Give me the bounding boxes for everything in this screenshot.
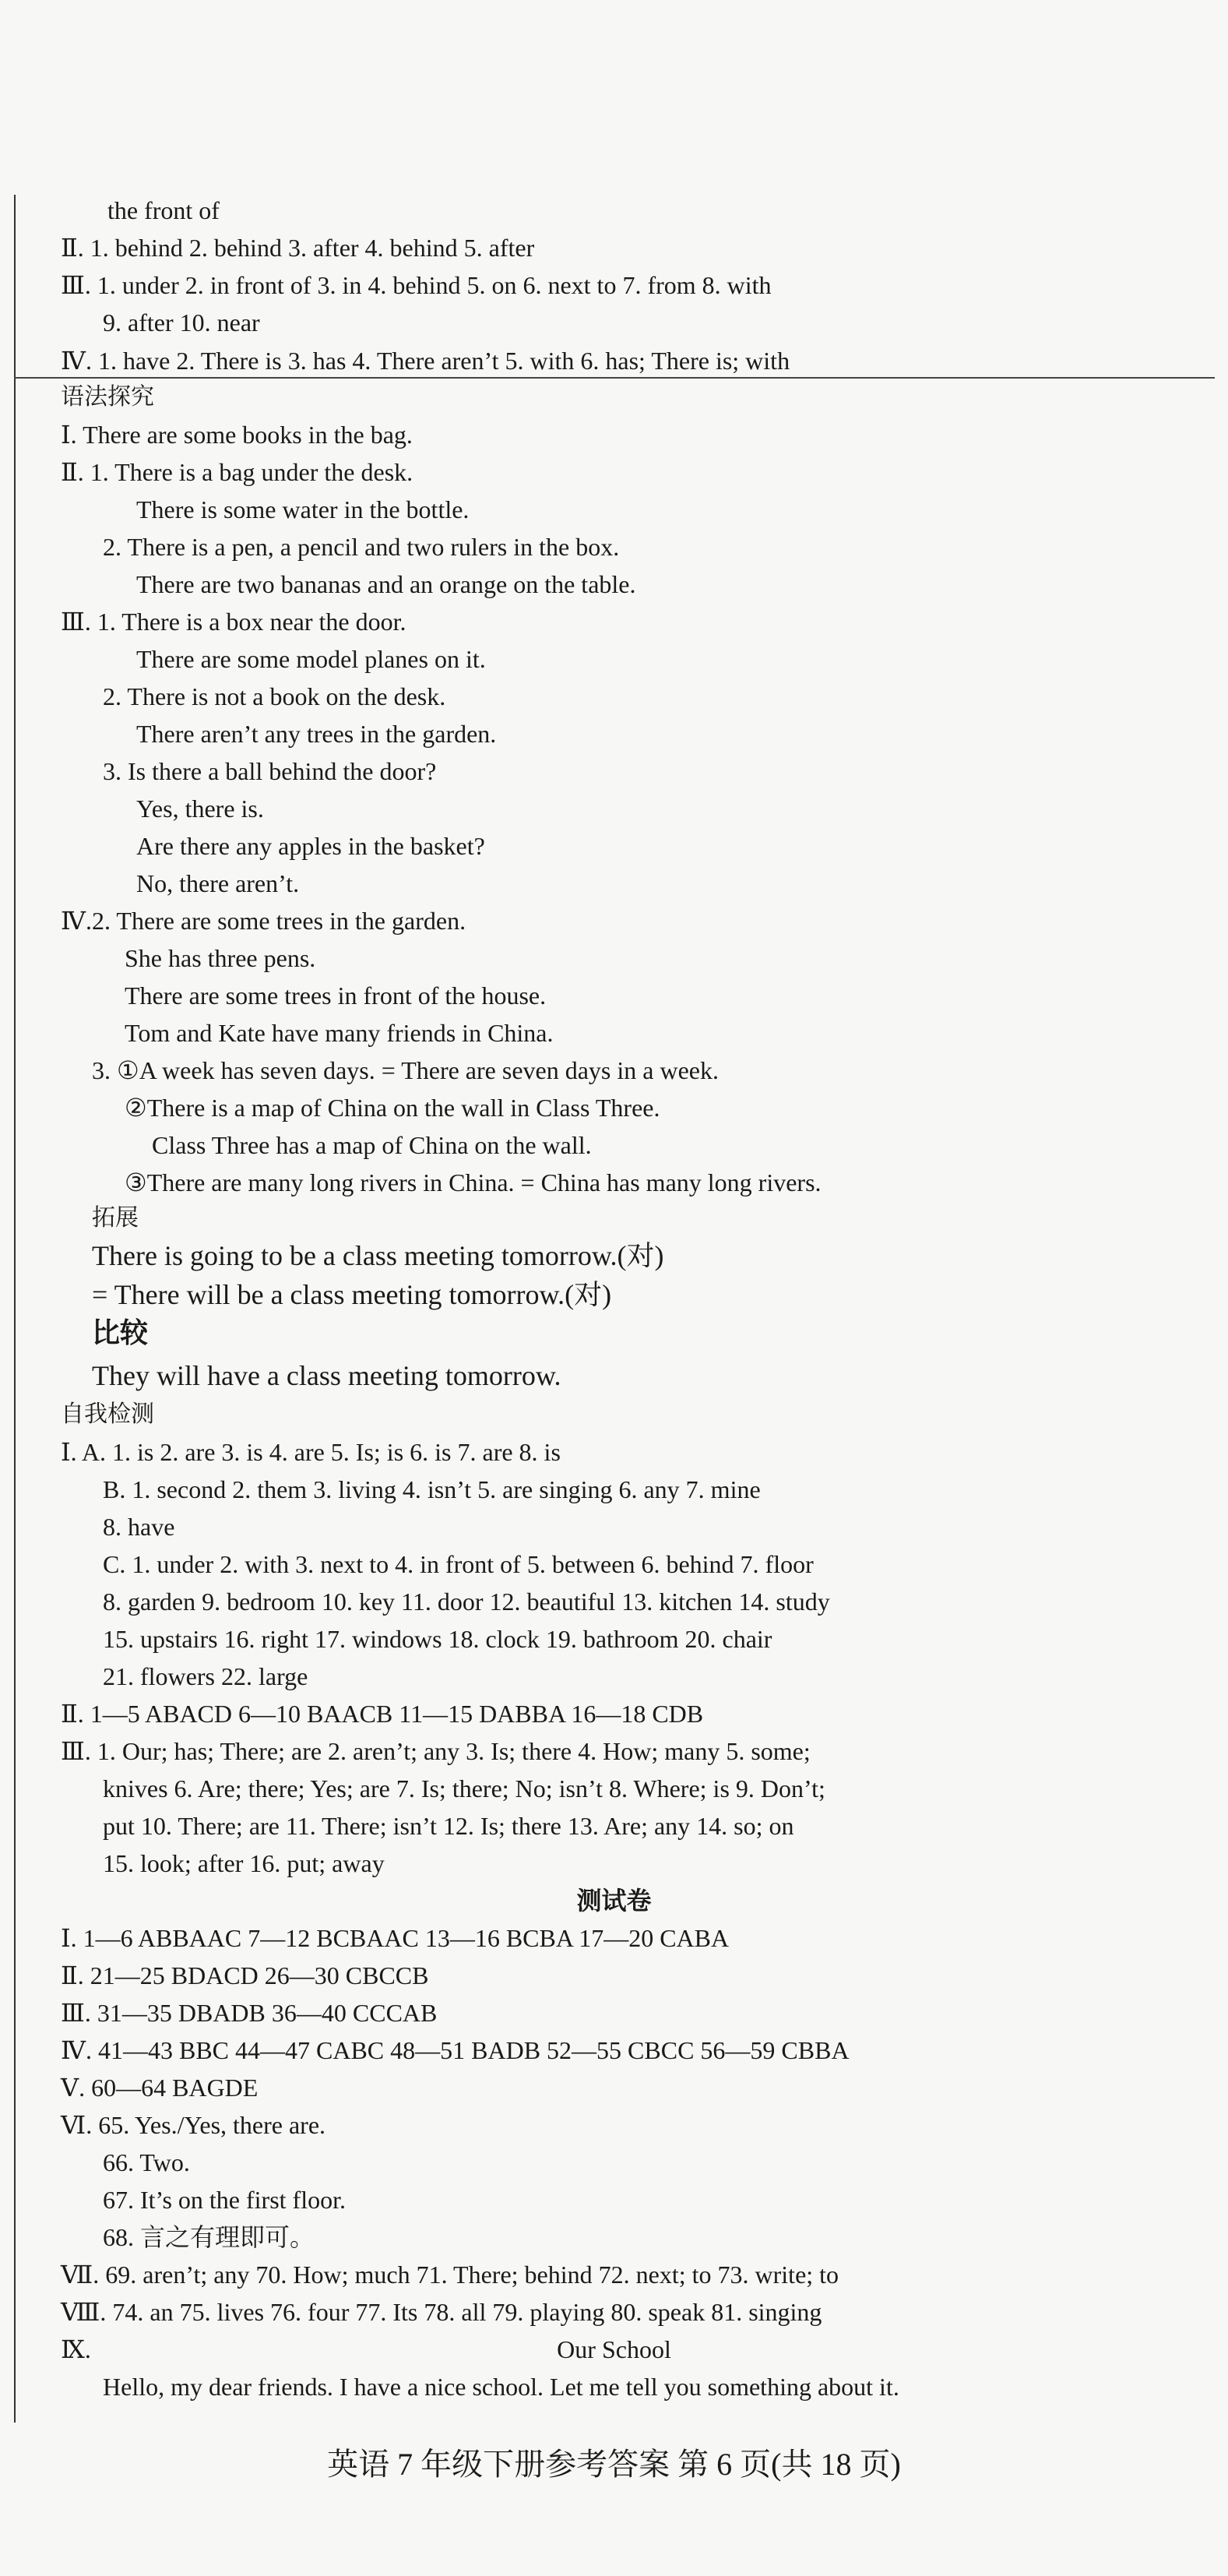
answer-line: There is going to be a class meeting tomorrow.(对) xyxy=(92,1240,664,1271)
answer-line: 8. have xyxy=(103,1513,175,1541)
answer-line: There are two bananas and an orange on the table. xyxy=(136,570,636,598)
left-margin-line xyxy=(14,195,16,2423)
section-divider xyxy=(14,377,1215,379)
answer-line: 15. look; after 16. put; away xyxy=(103,1849,385,1877)
answer-line: 语法探究 xyxy=(61,383,154,411)
answer-line: Ⅳ.2. There are some trees in the garden. xyxy=(61,907,466,935)
answer-line: Ⅱ. 21—25 BDACD 26—30 CBCCB xyxy=(61,1961,429,1989)
answer-line: Are there any apples in the basket? xyxy=(136,832,485,860)
answer-line: 2. There is a pen, a pencil and two rulers in the box. xyxy=(103,533,620,561)
answer-line: There aren’t any trees in the garden. xyxy=(136,720,497,748)
answer-line: Ⅲ. 1. There is a box near the door. xyxy=(61,608,406,636)
page-footer: 英语 7 年级下册参考答案 第 6 页(共 18 页) xyxy=(327,2447,901,2482)
answer-line: knives 6. Are; there; Yes; are 7. Is; there; No; isn’t 8. Where; is 9. Don’t; xyxy=(103,1774,825,1802)
answer-line: Ⅷ. 74. an 75. lives 76. four 77. Its 78. all 79. playing 80. speak 81. singing xyxy=(61,2298,822,2326)
answer-line: 自我检测 xyxy=(61,1401,154,1428)
answer-line: ②There is a map of China on the wall in Class Three. xyxy=(125,1094,660,1122)
answer-line: Ⅰ. 1—6 ABBAAC 7—12 BCBAAC 13—16 BCBA 17—20 CABA xyxy=(61,1924,730,1952)
answer-line: 9. after 10. near xyxy=(103,308,260,337)
answer-line: Ⅳ. 1. have 2. There is 3. has 4. There aren’t 5. with 6. has; There is; with xyxy=(61,347,790,375)
answer-line: 3. ①A week has seven days. = There are seven days in a week. xyxy=(92,1056,719,1084)
answer-line: Hello, my dear friends. I have a nice school. Let me tell you something about it. xyxy=(103,2373,899,2401)
answer-line: 21. flowers 22. large xyxy=(103,1662,308,1690)
answer-line: 8. garden 9. bedroom 10. key 11. door 12. beautiful 13. kitchen 14. study xyxy=(103,1588,830,1616)
answer-line: They will have a class meeting tomorrow. xyxy=(92,1360,561,1391)
answer-line: 3. Is there a ball behind the door? xyxy=(103,757,437,785)
answer-line: 2. There is not a book on the desk. xyxy=(103,682,446,710)
essay-title: Our School xyxy=(557,2335,671,2363)
answer-line: Ⅲ. 1. Our; has; There; are 2. aren’t; any 3. Is; there 4. How; many 5. some; xyxy=(61,1737,811,1765)
answer-line: Ⅶ. 69. aren’t; any 70. How; much 71. There; behind 72. next; to 73. write; to xyxy=(61,2261,839,2289)
answer-line: No, there aren’t. xyxy=(136,869,300,897)
answer-line: Ⅸ. xyxy=(61,2335,91,2363)
answer-line: = There will be a class meeting tomorrow.(对) xyxy=(92,1279,612,1310)
answer-line: Class Three has a map of China on the wall. xyxy=(152,1131,592,1159)
answer-line: There is some water in the bottle. xyxy=(136,495,470,523)
answer-line: Ⅱ. 1—5 ABACD 6—10 BAACB 11—15 DABBA 16—18 CDB xyxy=(61,1700,704,1728)
answer-line: 67. It’s on the first floor. xyxy=(103,2186,346,2214)
answer-line: C. 1. under 2. with 3. next to 4. in front of 5. between 6. behind 7. floor xyxy=(103,1550,814,1578)
answer-line: Ⅲ. 31—35 DBADB 36—40 CCCAB xyxy=(61,1999,438,2027)
answer-line: There are some model planes on it. xyxy=(136,645,486,673)
answer-line: Ⅰ. A. 1. is 2. are 3. is 4. are 5. Is; is 6. is 7. are 8. is xyxy=(61,1438,561,1466)
answer-line: Tom and Kate have many friends in China. xyxy=(125,1019,554,1047)
answer-line: Ⅲ. 1. under 2. in front of 3. in 4. behind 5. on 6. next to 7. from 8. with xyxy=(61,271,772,299)
answer-line: Ⅱ. 1. There is a bag under the desk. xyxy=(61,458,413,486)
answer-line: Ⅳ. 41—43 BBC 44—47 CABC 48—51 BADB 52—55 CBCC 56—59 CBBA xyxy=(61,2036,850,2064)
answer-line: Ⅴ. 60—64 BAGDE xyxy=(61,2074,259,2102)
answer-line: 66. Two. xyxy=(103,2148,190,2176)
answer-line: 拓展 xyxy=(92,1204,139,1232)
answer-line: the front of xyxy=(107,196,220,224)
answer-line: Ⅵ. 65. Yes./Yes, there are. xyxy=(61,2111,326,2139)
answer-line: 比较 xyxy=(92,1317,149,1349)
answer-line: She has three pens. xyxy=(125,944,316,972)
answer-line: Ⅰ. There are some books in the bag. xyxy=(61,421,413,449)
test-paper-heading: 测试卷 xyxy=(576,1886,652,1915)
answer-line: ③There are many long rivers in China. = China has many long rivers. xyxy=(125,1168,822,1196)
answer-line: 15. upstairs 16. right 17. windows 18. clock 19. bathroom 20. chair xyxy=(103,1625,772,1653)
answer-line: There are some trees in front of the house. xyxy=(125,981,547,1010)
answer-line: B. 1. second 2. them 3. living 4. isn’t 5. are singing 6. any 7. mine xyxy=(103,1475,761,1503)
answer-line: 68. 言之有理即可。 xyxy=(103,2223,315,2251)
answer-line: Ⅱ. 1. behind 2. behind 3. after 4. behind 5. after xyxy=(61,234,535,262)
answer-line: Yes, there is. xyxy=(136,795,264,823)
answer-line: put 10. There; are 11. There; isn’t 12. Is; there 13. Are; any 14. so; on xyxy=(103,1812,794,1840)
